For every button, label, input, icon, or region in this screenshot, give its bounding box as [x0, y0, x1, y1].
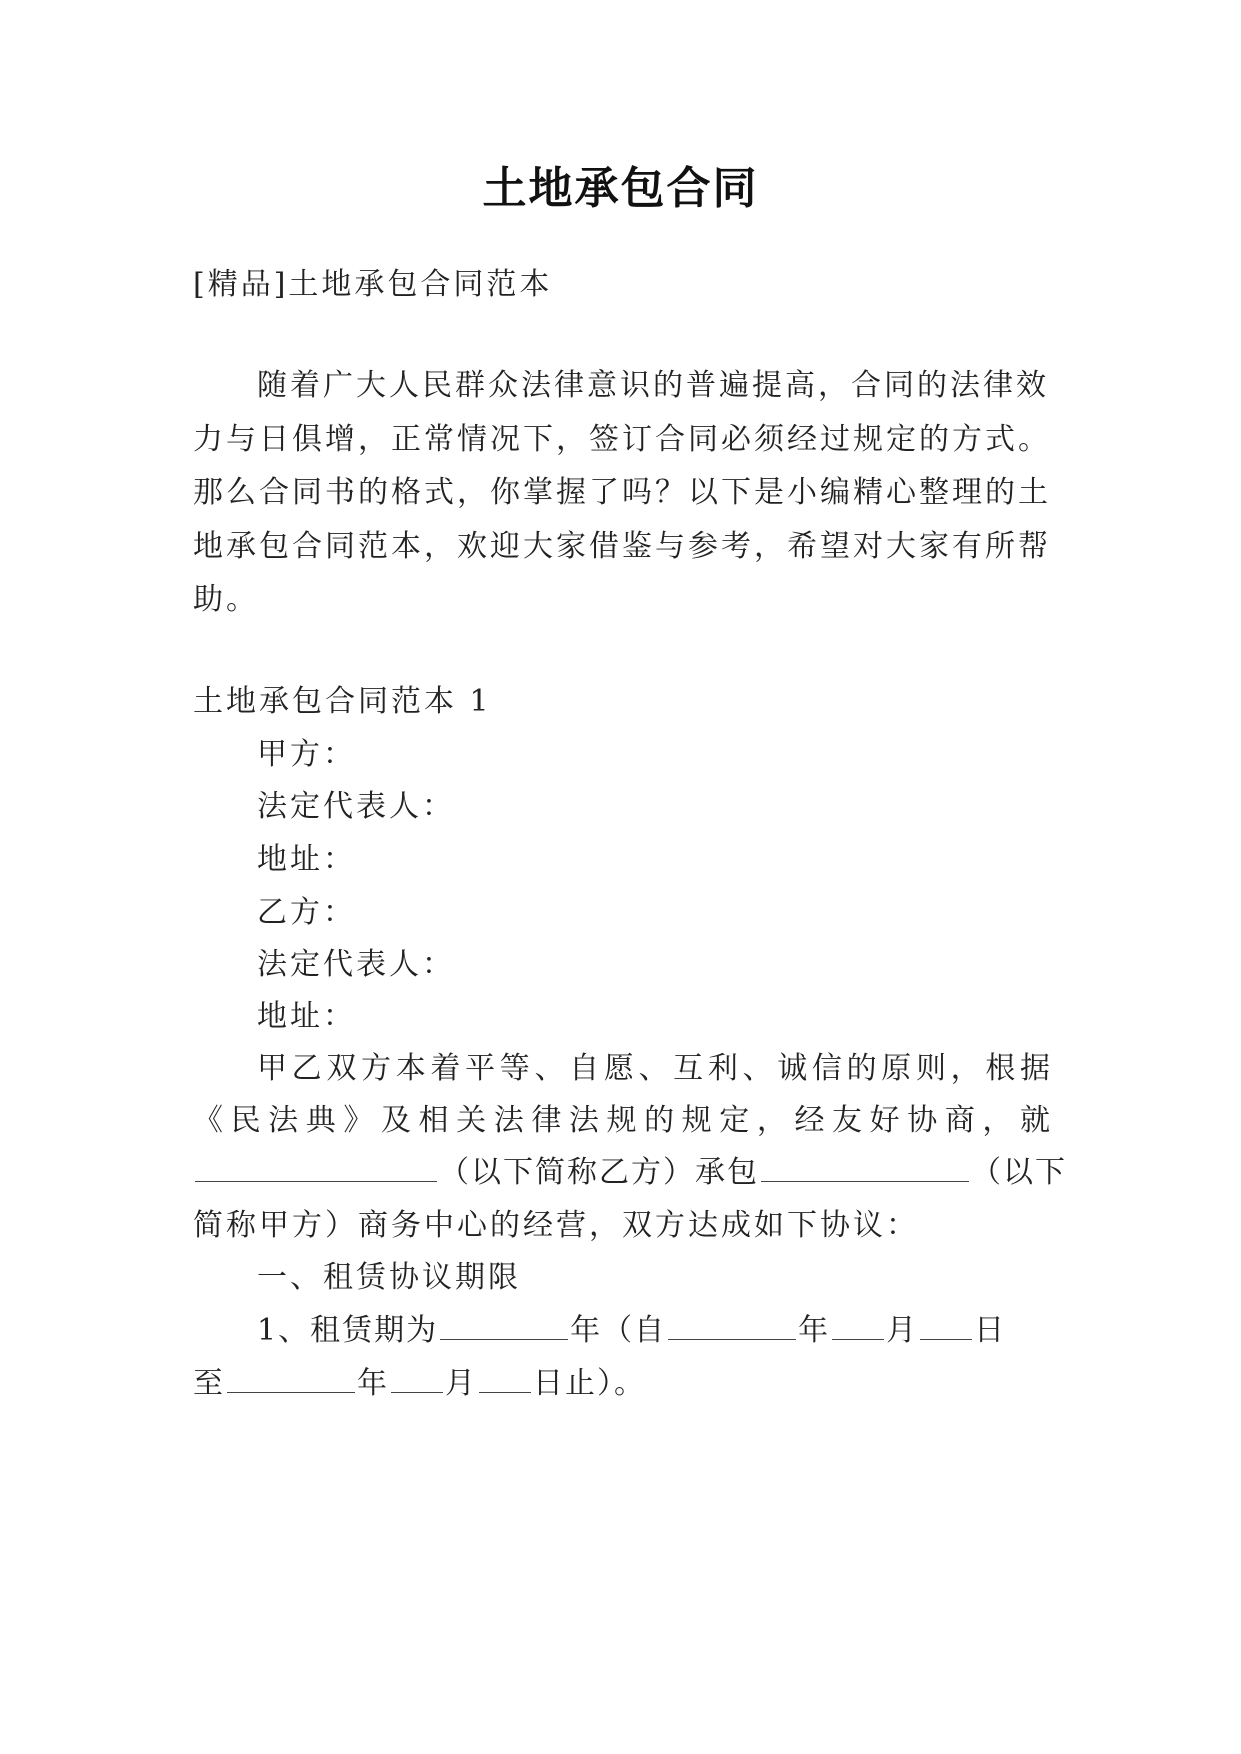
blank-field [920, 1311, 972, 1340]
blank-field [479, 1364, 531, 1393]
intro-line: 随着广大人民群众法律意识的普遍提高，合同的法律效 [257, 368, 1049, 403]
intro-line: 那么合同书的格式，你掌握了吗？以下是小编精心整理的土 [193, 475, 1051, 510]
agreement-text: 甲乙双方本着平等、自愿、互利、诚信的原则，根据 [257, 1051, 1053, 1086]
document-subtitle: [精品]土地承包合同范本 [193, 267, 553, 302]
clause-text: 日止）。 [533, 1366, 646, 1401]
party-field: 甲方： [257, 737, 356, 772]
clause-heading: 一、租赁协议期限 [257, 1260, 521, 1295]
clause-text: 月 [445, 1366, 477, 1401]
agreement-line [193, 1101, 1053, 1141]
blank-field [440, 1311, 568, 1340]
clause-text: 1、租赁期为 [257, 1313, 439, 1348]
party-field: 法定代表人： [257, 947, 455, 982]
agreement-line [257, 1049, 1053, 1089]
document-title: 土地承包合同 [482, 163, 759, 214]
intro-line: 助。 [193, 582, 259, 617]
intro-line: 力与日俱增，正常情况下，签订合同必须经过规定的方式。 [193, 422, 1051, 457]
agreement-text: 《民法典》及相关法律法规的规定，经友好协商，就 [193, 1103, 1053, 1138]
party-field: 地址： [257, 999, 356, 1034]
blank-field [832, 1311, 884, 1340]
clause-text: 至 [193, 1366, 225, 1401]
blank-field [227, 1364, 355, 1393]
clause-text: 日 [974, 1313, 1007, 1348]
agreement-line: 简称甲方）商务中心的经营，双方达成如下协议： [193, 1208, 919, 1243]
blank-field [391, 1364, 443, 1393]
clause-text: 月 [886, 1313, 919, 1348]
party-field: 地址： [257, 842, 356, 877]
clause-line [193, 1364, 1053, 1404]
clause-text: 年 [798, 1313, 831, 1348]
party-field: 法定代表人： [257, 789, 455, 824]
party-field: 乙方： [257, 895, 356, 930]
blank-field [761, 1153, 969, 1182]
blank-field [668, 1311, 796, 1340]
clause-line [257, 1311, 1117, 1351]
blank-field [195, 1153, 437, 1182]
section-heading: 土地承包合同范本 1 [193, 684, 492, 719]
agreement-text: （以下 [971, 1155, 1067, 1190]
agreement-line [193, 1153, 1067, 1193]
clause-text: 年（自 [570, 1313, 667, 1348]
agreement-text: （以下简称乙方）承包 [439, 1155, 759, 1190]
clause-text: 年 [357, 1366, 389, 1401]
intro-line: 地承包合同范本，欢迎大家借鉴与参考，希望对大家有所帮 [193, 529, 1051, 564]
